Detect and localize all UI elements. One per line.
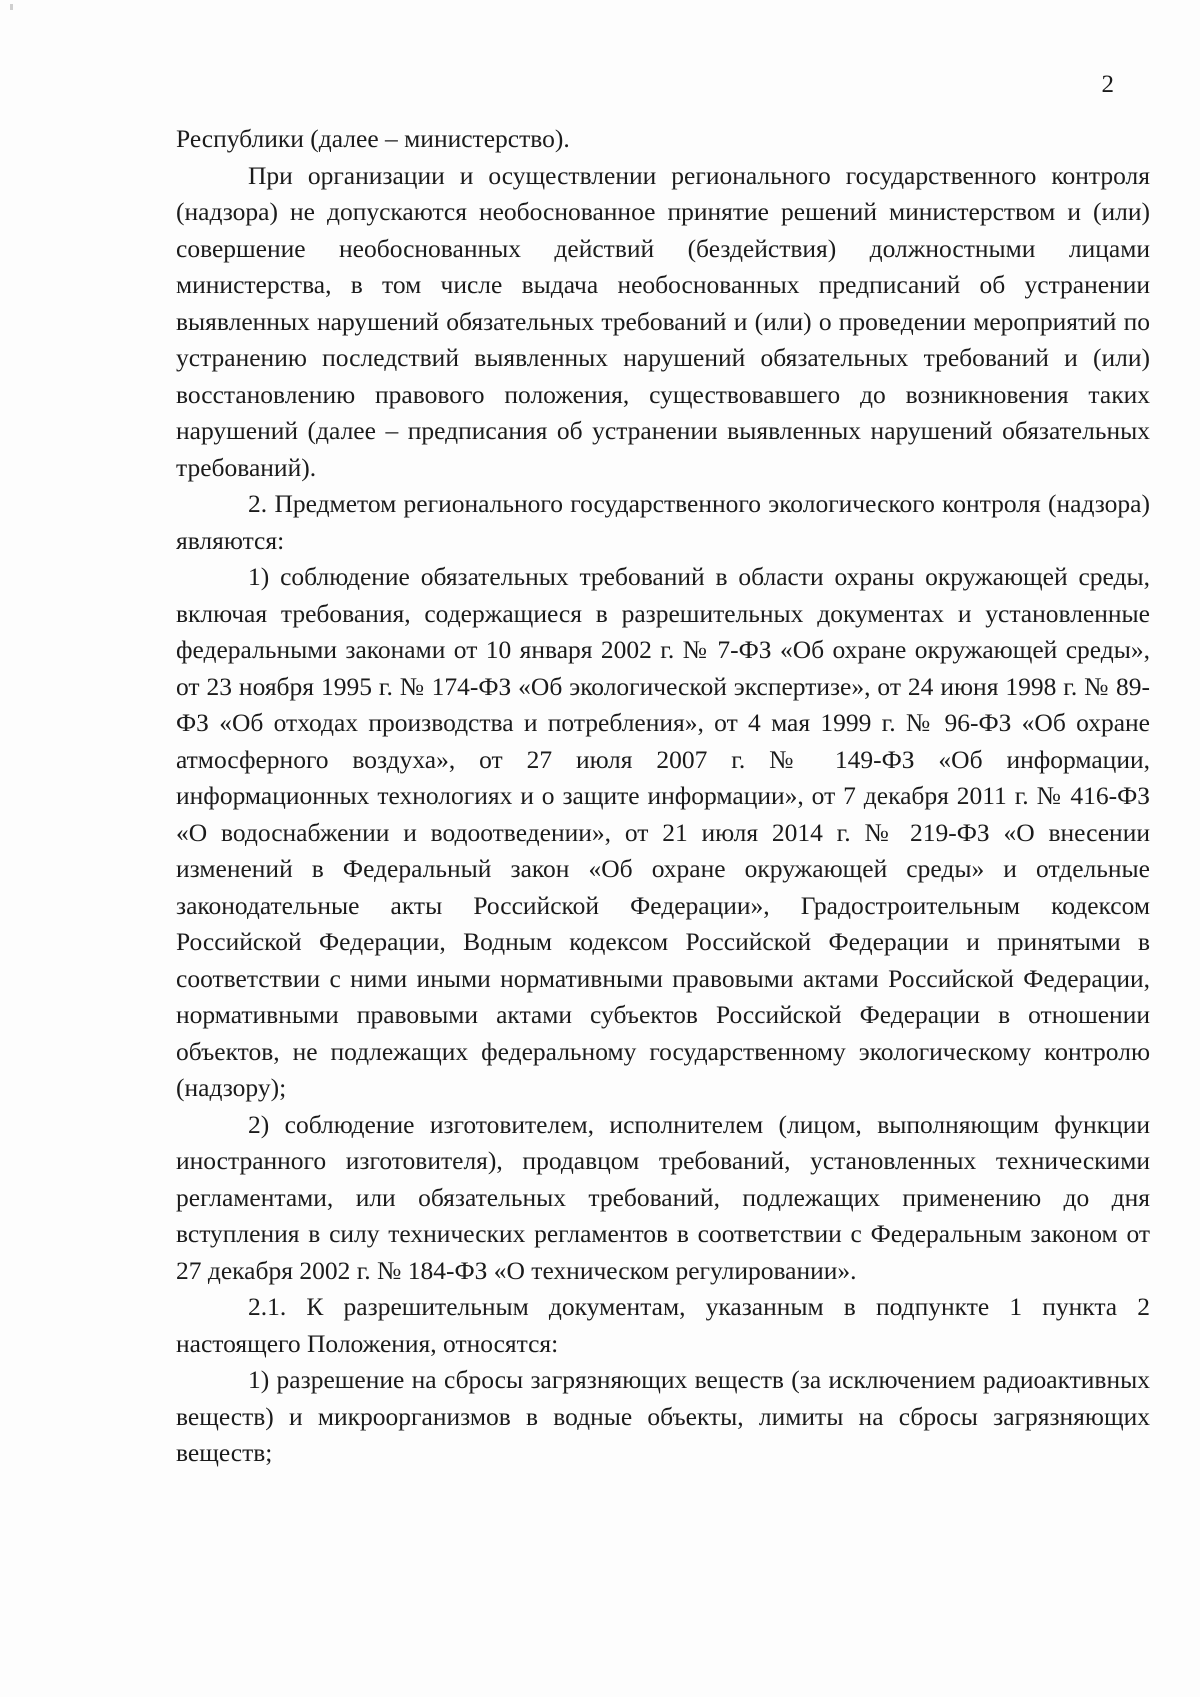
paragraph-item-1: 1) соблюдение обязательных требований в области охраны окружающей среды, включая требования, содержащиеся в разрешительных документах и установленные федеральными законами от 10 января 2002 г. № 7-ФЗ «Об охране окружающей среды», от 23 ноября 1995 г. № 174-ФЗ «Об экологической экспертизе», от 24 июня 1998 г. № 89-ФЗ «Об отходах производства и потребления», от 4 мая 1999 г. № 96-ФЗ «Об охране атмосферного воздуха», от 27 июля 2007 г. № 149-ФЗ «Об информации, информационных технологиях и о защите информации», от 7 декабря 2011 г. № 416-ФЗ «О водоснабжении и водоотведении», от 21 июля 2014 г. № 219-ФЗ «О внесении изменений в Федеральный закон «Об охране окружающей среды» и отдельные законодательные акты Российской Федерации», Градостроительным кодексом Российской Федерации, Водным кодексом Российской Федерации и принятыми в соответствии с ними иными нормативными правовыми актами Российской Федерации, нормативными правовыми актами субъектов Российской Федерации в отношении объектов, не подлежащих федеральному государственному экологическому контролю (надзору); [176,562,1150,1102]
paragraph-section-2-1: 2.1. К разрешительным документам, указанным в подпункте 1 пункта 2 настоящего Положения, относятся: [176,1292,1150,1358]
paragraph-control-restrictions: При организации и осуществлении регионального государственного контроля (надзора) не допускаются необоснованное принятие решений министерством и (или) совершение необоснованных действий (бездействия) должностными лицами министерства, в том числе выдача необоснованных предписаний об устранении выявленных нарушений обязательных требований и (или) о проведении мероприятий по устранению последствий выявленных нарушений обязательных требований и (или) восстановлению правового положения, существовавшего до возникновения таких нарушений (далее – предписания об устранении выявленных нарушений обязательных требований). [176,160,1150,482]
document-body [176,121,1150,1472]
paragraph-item-2: 2) соблюдение изготовителем, исполнителем (лицом, выполняющим функции иностранного изготовителя), продавцом требований, установленных техническими регламентами, или обязательных требований, подлежащих применению до дня вступления в силу технических регламентов в соответствии с Федеральным законом от 27 декабря 2002 г. № 184-ФЗ «О техническом регулировании». [176,1109,1150,1285]
paragraph-continuation: Республики (далее – министерство). [176,124,570,153]
scan-corner-mark [10,4,13,10]
paragraph-subitem-1: 1) разрешение на сбросы загрязняющих веществ (за исключением радиоактивных веществ) и микроорганизмов в водные объекты, лимиты на сбросы загрязняющих веществ; [176,1365,1150,1467]
page-number: 2 [1101,71,1114,98]
paragraph-section-2: 2. Предметом регионального государственного экологического контроля (надзора) являются: [176,489,1150,555]
